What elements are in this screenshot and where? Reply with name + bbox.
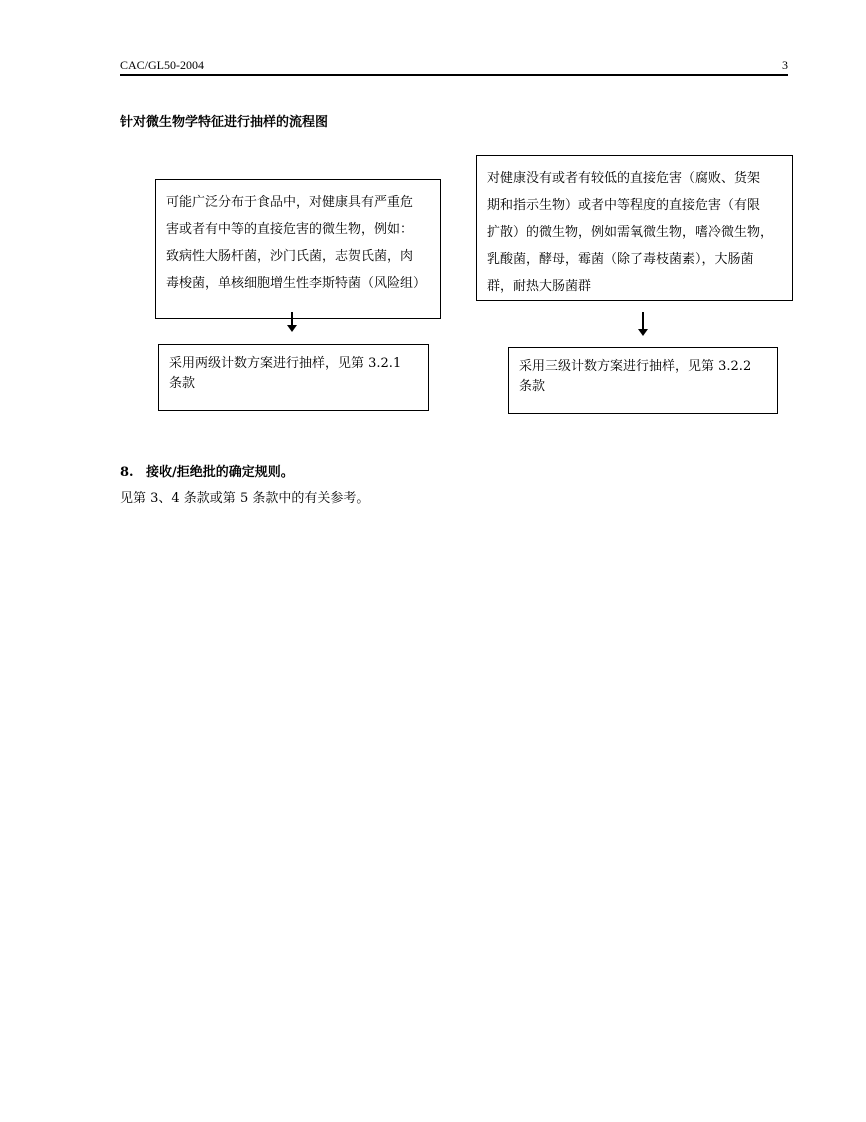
down-arrow-icon: [638, 312, 648, 337]
right-condition-line: 期和指示生物）或者中等程度的直接危害（有限: [487, 198, 761, 213]
right-condition-line: 群，耐热大肠菌群: [487, 279, 592, 294]
right-result-box: [508, 347, 778, 414]
page-header: [120, 58, 788, 76]
right-condition-line: 对健康没有或者有较低的直接危害（腐败、货架: [487, 171, 761, 186]
section-8-heading: [120, 461, 294, 480]
section-8-body: 见第 3、4 条款或第 5 条款中的有关参考。: [120, 491, 370, 506]
left-result-box: [158, 344, 429, 411]
left-condition-line: 可能广泛分布于食品中，对健康具有严重危: [166, 195, 414, 210]
section-title: 接收/拒绝批的确定规则。: [146, 465, 294, 480]
right-result-line: 条款: [519, 379, 546, 394]
document-code: CAC/GL50-2004: [120, 58, 204, 72]
left-result-line: 条款: [169, 376, 196, 391]
page-number: 3: [782, 58, 788, 72]
right-condition-line: 乳酸菌，酵母，霉菌（除了毒枝菌素），大肠菌: [487, 252, 754, 267]
right-result-line: 采用三级计数方案进行抽样，见第 3.2.2: [519, 359, 752, 374]
flowchart-title: 针对微生物学特征进行抽样的流程图: [120, 115, 329, 130]
left-condition-line: 致病性大肠杆菌，沙门氏菌，志贺氏菌，肉: [166, 249, 414, 264]
section-number: 8.: [120, 465, 134, 480]
down-arrow-icon: [287, 312, 297, 332]
right-condition-box: [476, 155, 793, 301]
right-condition-line: 扩散）的微生物，例如需氧微生物，嗜冷微生物，: [487, 225, 774, 240]
left-result-line: 采用两级计数方案进行抽样，见第 3.2.1: [169, 356, 402, 371]
left-condition-line: 害或者有中等的直接危害的微生物，例如：: [166, 222, 414, 237]
left-condition-box: [155, 179, 441, 319]
left-condition-line: 毒梭菌，单核细胞增生性李斯特菌（风险组）: [166, 276, 427, 291]
